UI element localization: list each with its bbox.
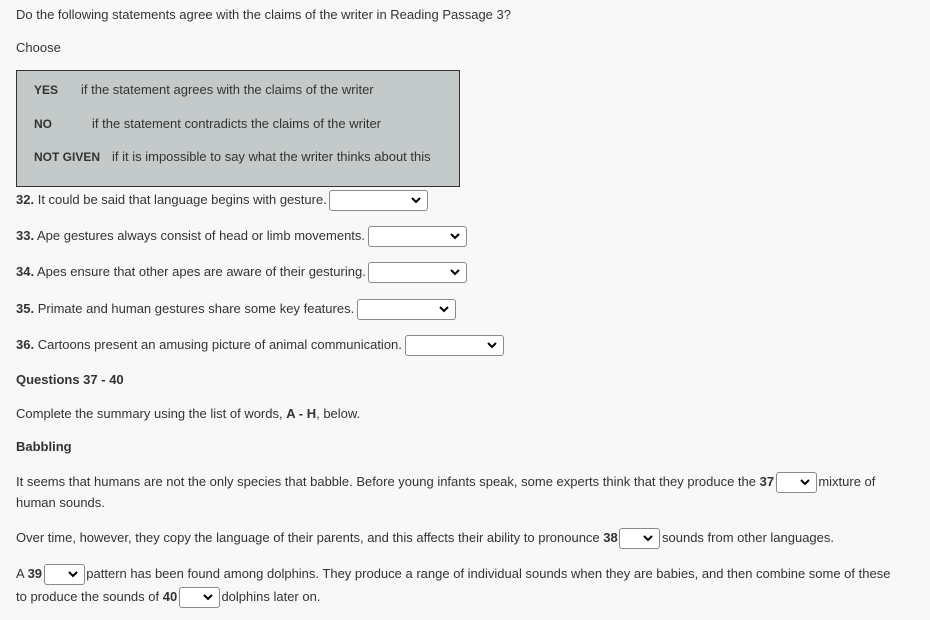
paragraph-3-line-2 xyxy=(16,587,320,608)
question-number: 34. xyxy=(16,263,35,279)
section-instruction xyxy=(16,406,360,421)
chevron-down-icon xyxy=(67,568,79,580)
answer-key-box xyxy=(16,70,460,187)
question-number: 32. xyxy=(16,191,35,207)
instruction-text: Complete the summary using the list of words, xyxy=(16,406,287,421)
legend-desc-no: if the statement contradicts the claims of the writer xyxy=(92,116,382,131)
gap-number-39: 39 xyxy=(27,565,43,581)
chevron-down-icon xyxy=(642,532,654,544)
chevron-down-icon xyxy=(486,339,498,351)
paragraph-text: pattern has been found among dolphins. They produce a range of individual sounds when they are babies, and then combine some of these xyxy=(86,565,891,581)
question-number: 33. xyxy=(16,227,35,243)
paragraph-text: dolphins later on. xyxy=(221,588,321,604)
legend-key-yes: YES xyxy=(34,83,59,97)
question-35 xyxy=(16,299,456,320)
paragraph-text: mixture of xyxy=(818,474,876,489)
legend-key-no: NO xyxy=(34,117,52,131)
question-text: Cartoons present an amusing picture of animal communication. xyxy=(37,336,402,352)
chevron-down-icon xyxy=(449,230,461,242)
gap-number-38: 38 xyxy=(603,529,618,545)
question-text: It could be said that language begins with gesture. xyxy=(37,191,327,207)
question-text: Ape gestures always consist of head or limb movements. xyxy=(36,227,366,243)
summary-paragraph-1 xyxy=(16,470,916,493)
paragraph-text: Over time, however, they copy the language of their parents, and this affects their ability to pronounce xyxy=(16,529,604,545)
choose-label: Choose xyxy=(16,40,61,55)
paragraph-text: A xyxy=(16,565,28,581)
summary-title: Babbling xyxy=(16,439,72,454)
summary-paragraph-3 xyxy=(16,564,890,585)
answer-select-34[interactable] xyxy=(368,262,467,283)
gap-select-38[interactable] xyxy=(619,528,660,549)
chevron-down-icon xyxy=(202,591,214,603)
question-text: Apes ensure that other apes are aware of their gesturing. xyxy=(36,263,366,279)
legend-desc-not-given: if it is impossible to say what the writer thinks about this xyxy=(112,149,431,164)
gap-select-37[interactable] xyxy=(776,472,817,493)
paragraph-text: It seems that humans are not the only species that babble. Before young infants speak, some experts think that they produce the xyxy=(16,474,760,489)
answer-select-35[interactable] xyxy=(357,299,456,320)
answer-select-36[interactable] xyxy=(405,335,504,356)
answer-select-33[interactable] xyxy=(368,226,467,247)
chevron-down-icon xyxy=(799,476,811,488)
paragraph-text: sounds from other languages. xyxy=(662,529,834,545)
gap-select-40[interactable] xyxy=(179,587,220,608)
question-36 xyxy=(16,335,504,356)
gap-number-40: 40 xyxy=(162,588,178,604)
gap-number-37: 37 xyxy=(759,474,775,489)
chevron-down-icon xyxy=(449,266,461,278)
chevron-down-icon xyxy=(438,303,450,315)
instruction: Do the following statements agree with the claims of the writer in Reading Passage 3? xyxy=(16,7,511,22)
question-32 xyxy=(16,190,428,211)
question-number: 36. xyxy=(16,336,35,352)
gap-select-39[interactable] xyxy=(44,564,85,585)
summary-paragraph-2 xyxy=(16,528,834,549)
chevron-down-icon xyxy=(410,194,422,206)
question-33 xyxy=(16,226,467,247)
paragraph-text: to produce the sounds of xyxy=(16,588,163,604)
question-34 xyxy=(16,262,467,283)
paragraph-1-line-2: human sounds. xyxy=(16,495,105,510)
instruction-text-end: , below. xyxy=(316,406,361,421)
answer-select-32[interactable] xyxy=(329,190,428,211)
legend-key-not-given: NOT GIVEN xyxy=(34,150,101,164)
question-number: 35. xyxy=(16,300,35,316)
legend-desc-yes: if the statement agrees with the claims of the writer xyxy=(81,82,374,97)
section-heading: Questions 37 - 40 xyxy=(16,372,124,387)
word-list-range: A - H xyxy=(286,406,317,421)
question-text: Primate and human gestures share some key features. xyxy=(37,300,355,316)
